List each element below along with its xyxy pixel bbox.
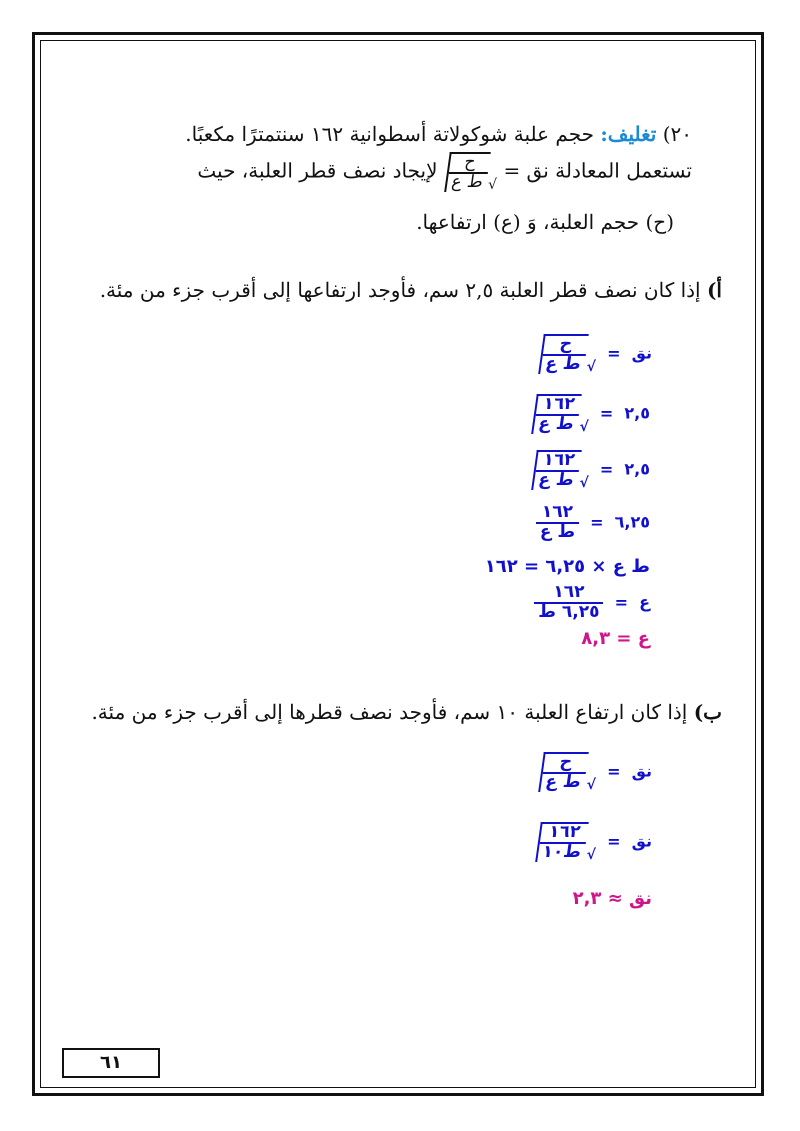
part-a-step-3: ٢,٥ = √ $\frac{١٦٢}{\text{ط ع}}$ [531, 450, 650, 490]
problem-text-1: حجم علبة شوكولاتة أسطوانية ١٦٢ سنتمترًا مكعبًا. [185, 122, 595, 146]
problem-number: ٢٠) [662, 122, 692, 146]
part-a-step-1: نق = √ $\frac{\text{ح}}{\text{ط ع}}$ [538, 334, 652, 374]
part-a-question: أ) إذا كان نصف قطر العلبة ٢,٥ سم، فأوجد ارتفاعها إلى أقرب جزء من مئة. [99, 278, 722, 302]
part-b-question: ب) إذا كان ارتفاع العلبة ١٠ سم، فأوجد نصف قطرها إلى أقرب جزء من مئة. [91, 700, 722, 724]
part-b-step-1: نق = √ $\frac{\text{ح}}{\text{ط ع}}$ [538, 752, 652, 792]
formula-fraction: $\frac{\text{ح}}{\text{ط ع}}$ [446, 154, 491, 192]
problem-tag: تغليف: [600, 122, 657, 146]
formula-radical: √ $\frac{\text{ح}}{\text{ط ع}}$ [444, 152, 497, 192]
problem-text-2a: تستعمل المعادلة نق = [503, 158, 692, 183]
problem-line-3: (ح) حجم العلبة، وَ (ع) ارتفاعها. [416, 210, 674, 234]
part-a-step-2: ٢,٥ = √ $\frac{١٦٢}{\text{ط ع}}$ [531, 394, 650, 434]
part-a-step-6: ع = $\frac{١٦٢}{\text{٦,٢٥ ط}}$ [534, 584, 650, 622]
part-a-label: أ) [706, 278, 722, 302]
part-a-answer: ع = ٨,٣ [581, 628, 650, 649]
problem-text-2b: لإيجاد نصف قطر العلبة، حيث [197, 158, 438, 183]
part-b-step-2: نق = √ $\frac{١٦٢}{\text{ط١٠}}$ [535, 822, 652, 862]
part-b-answer: نق ≈ ٢,٣ [572, 888, 652, 909]
page-number: ٦١ [62, 1048, 160, 1078]
problem-line-2 [197, 152, 692, 192]
part-a-step-4: ٦,٢٥ = $\frac{١٦٢}{\text{ط ع}}$ [536, 504, 650, 542]
part-a-step-5: ط ع × ٦,٢٥ = ١٦٢ [484, 556, 650, 577]
part-b-label: ب) [693, 700, 722, 724]
problem-line-1 [185, 122, 692, 146]
